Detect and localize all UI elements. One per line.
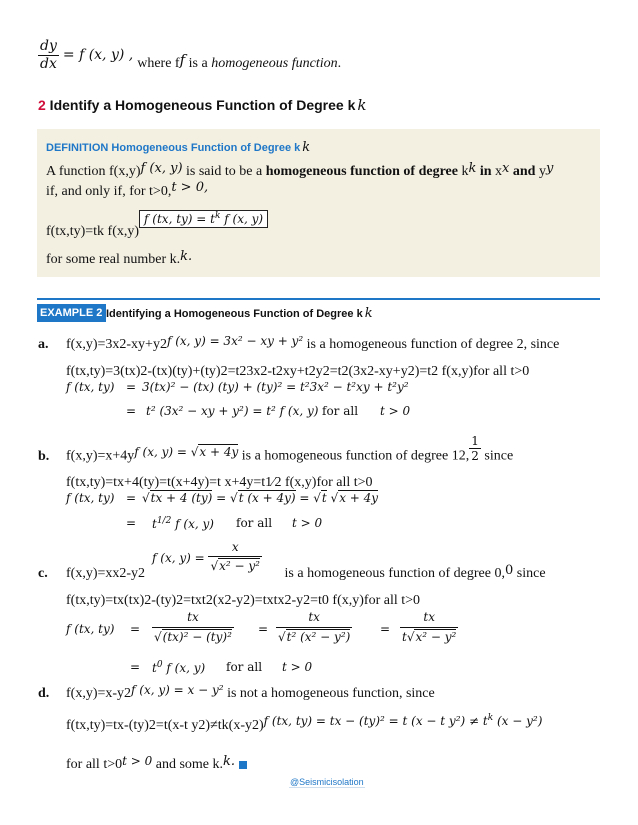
definition-line-4: for some real number k.k. bbox=[46, 249, 193, 267]
dy-dx-fraction: $\frac{dy}{dx}$ bbox=[40, 38, 57, 72]
example-rule bbox=[37, 298, 600, 300]
part-c-fraction-def: f (x, y) = $\frac{x}{\text{√x² − y²}}$ bbox=[152, 540, 260, 573]
part-a-eq-1: f (tx, ty) = 3(tx)² − (tx) (ty) + (ty)² = t²3x² − t²xy + t²y² bbox=[66, 380, 409, 394]
end-of-example-square-icon bbox=[239, 761, 247, 769]
definition-label: DEFINITION bbox=[46, 142, 109, 154]
watermark: @Seismicisolation bbox=[290, 777, 364, 787]
intro-line: $\frac{dy}{dx}$ = f (x, y) , where ff is a homogeneous function. bbox=[40, 38, 342, 72]
example-title: Identifying a Homogeneous Function of Degree k k bbox=[106, 306, 373, 321]
definition-bold-term: homogeneous function of degree bbox=[265, 164, 458, 179]
part-a-plain-2: f(tx,ty)=3(tx)2-(tx)(ty)+(ty)2=t23x2-t2xy+t2y2=t2(3x2-xy+y2)=t2 f(x,y)for all t>0 bbox=[66, 364, 530, 379]
part-b-eq-1: f (tx, ty) = √tx + 4 (ty) = √t (x + 4y) = √t √x + 4y bbox=[66, 491, 379, 505]
part-c-plain-2: f(tx,ty)=tx(tx)2-(ty)2=txt2(x2-y2)=txtx2-y2=t0 f(x,y)for all t>0 bbox=[66, 593, 421, 608]
definition-title: Homogeneous Function of Degree k bbox=[108, 142, 301, 154]
part-a-label: a. bbox=[38, 337, 49, 352]
intro-homogeneous-function: homogeneous function bbox=[211, 56, 338, 72]
definition-line-3: f(tx,ty)=tk f(x,y)f (tx, $ty) = t^k$ f (x, y) bbox=[46, 211, 268, 228]
part-d-line-3: for all t>0t > 0 and some k.k. bbox=[66, 757, 247, 773]
part-d-line: d. f(x,y)=x-y2f (x, y) = x − y² is not a homogeneous function, since bbox=[38, 683, 435, 701]
part-d-line-2: f(tx,ty)=tx-(ty)2=t(x-t y2)≠tk(x-y2)f (tx, ty) = tx − (ty)² = t (x − t $y^2) \ne t^k$ (x − y²) bbox=[66, 713, 543, 733]
part-c-line: c. f(x,y)=xx2-y2 is a homogeneous function of degree 0,0 since bbox=[38, 563, 546, 581]
example-tag: EXAMPLE 2 bbox=[37, 304, 106, 322]
definition-line-2: if, and only if, for t>0,t > 0, bbox=[46, 180, 209, 199]
part-b-line: b. f(x,y)=x+4yf (x, y) = √x + 4y is a homogeneous function of degree 12, $\frac{1}{2}$ since bbox=[38, 434, 514, 464]
part-b-half-fraction: $\frac{1}{2}$ bbox=[471, 434, 479, 463]
intro-math: = f (x, y) , bbox=[62, 47, 134, 64]
part-b-plain-2: f(tx,ty)=tx+4(ty)=t(x+4y)=t x+4y=t1⁄2 f(x,y)for all t>0 bbox=[66, 475, 373, 490]
section-heading: 2 Identify a Homogeneous Function of Degree k k bbox=[38, 96, 367, 114]
intro-f-glyph: f bbox=[179, 51, 186, 70]
section-number: 2 bbox=[38, 97, 46, 113]
part-b-label: b. bbox=[38, 448, 50, 464]
definition-heading: DEFINITION Homogeneous Function of Degree k k bbox=[46, 140, 311, 155]
section-title: Identify a Homogeneous Function of Degree k bbox=[45, 97, 356, 113]
definition-equation-box: f (tx, $ty) = t^k$ f (x, y) bbox=[139, 210, 268, 228]
intro-where-text: where f bbox=[137, 56, 180, 72]
part-c-label: c. bbox=[38, 566, 48, 581]
part-a-line: a. f(x,y)=3x2-xy+y2f (x, y) = 3x² − xy + y² is a homogeneous function of degree 2, since bbox=[38, 334, 560, 352]
definition-line-1: A function f(x,y)f (x, y) is said to be a homogeneous function of degree kk in xx and yy bbox=[46, 161, 554, 179]
part-d-label: d. bbox=[38, 686, 50, 701]
